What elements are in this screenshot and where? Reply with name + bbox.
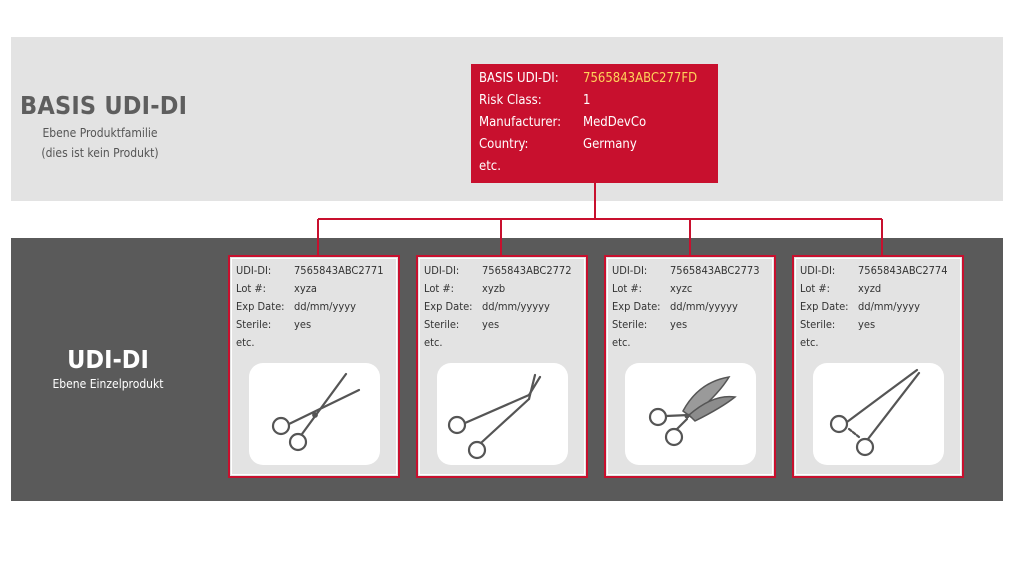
product-row-value: yes bbox=[670, 318, 688, 331]
product-row-value: 7565843ABC2771 bbox=[294, 264, 384, 277]
basis-level-title: BASIS UDI-DI bbox=[20, 91, 188, 120]
basis-row-value: 7565843ABC277FD bbox=[583, 71, 698, 86]
product-row-value: dd/mm/yyyy bbox=[858, 300, 920, 313]
product-image-frame bbox=[437, 363, 568, 465]
product-row bbox=[800, 317, 948, 335]
product-row bbox=[800, 281, 948, 299]
product-row-value: yes bbox=[294, 318, 312, 331]
product-row-key: Lot #: bbox=[424, 282, 455, 295]
product-row-value: 7565843ABC2772 bbox=[482, 264, 572, 277]
hemostat-forceps-icon bbox=[813, 363, 944, 465]
product-row-key: UDI-DI: bbox=[424, 264, 460, 277]
product-row-value: yes bbox=[858, 318, 876, 331]
product-row bbox=[612, 335, 760, 353]
product-card-4 bbox=[792, 255, 964, 478]
product-row-value: xyza bbox=[294, 282, 317, 295]
product-row-key: Exp Date: bbox=[424, 300, 473, 313]
angled-scissors-icon bbox=[437, 363, 568, 465]
udi-level-title: UDI-DI bbox=[67, 345, 149, 374]
basis-row-key: Country: bbox=[479, 137, 529, 152]
product-row-key: Lot #: bbox=[800, 282, 831, 295]
product-row-key: etc. bbox=[800, 336, 819, 349]
product-row bbox=[236, 335, 384, 353]
product-row-value: xyzb bbox=[482, 282, 506, 295]
basis-row bbox=[479, 158, 718, 180]
scissors-icon bbox=[249, 363, 380, 465]
product-row bbox=[236, 281, 384, 299]
product-row-value: dd/mm/yyyyy bbox=[482, 300, 550, 313]
product-fields bbox=[800, 263, 948, 353]
product-row bbox=[424, 335, 572, 353]
product-row-value: 7565843ABC2774 bbox=[858, 264, 948, 277]
product-row-value: xyzc bbox=[670, 282, 693, 295]
product-row-key: UDI-DI: bbox=[236, 264, 272, 277]
product-row bbox=[800, 263, 948, 281]
product-row-value: xyzd bbox=[858, 282, 882, 295]
basis-row bbox=[479, 114, 718, 136]
product-row-key: Sterile: bbox=[800, 318, 836, 331]
product-row-key: Sterile: bbox=[424, 318, 460, 331]
product-row-key: Exp Date: bbox=[236, 300, 285, 313]
product-row-key: Lot #: bbox=[236, 282, 267, 295]
udi-level-subtitle: Ebene Einzelprodukt bbox=[52, 377, 164, 391]
product-row bbox=[612, 281, 760, 299]
product-row-key: Exp Date: bbox=[800, 300, 849, 313]
product-row-key: etc. bbox=[236, 336, 255, 349]
product-row bbox=[800, 335, 948, 353]
bandage-scissors-icon bbox=[625, 363, 756, 465]
basis-row-key: Manufacturer: bbox=[479, 115, 562, 130]
product-row bbox=[612, 263, 760, 281]
basis-udi-di-box bbox=[471, 64, 718, 183]
product-row-value: dd/mm/yyyyy bbox=[670, 300, 738, 313]
product-card-1 bbox=[228, 255, 400, 478]
basis-row-value: MedDevCo bbox=[583, 115, 647, 130]
product-fields bbox=[424, 263, 572, 353]
product-row bbox=[424, 281, 572, 299]
product-row bbox=[424, 317, 572, 335]
product-image-frame bbox=[249, 363, 380, 465]
product-row-key: Sterile: bbox=[612, 318, 648, 331]
product-fields bbox=[236, 263, 384, 353]
basis-row-key: etc. bbox=[479, 159, 501, 174]
product-row bbox=[612, 317, 760, 335]
product-row-key: Exp Date: bbox=[612, 300, 661, 313]
product-row bbox=[424, 299, 572, 317]
product-row-value: 7565843ABC2773 bbox=[670, 264, 760, 277]
product-row-key: Sterile: bbox=[236, 318, 272, 331]
product-row-value: yes bbox=[482, 318, 500, 331]
product-card-2 bbox=[416, 255, 588, 478]
product-row-key: UDI-DI: bbox=[612, 264, 648, 277]
product-fields bbox=[612, 263, 760, 353]
product-row bbox=[612, 299, 760, 317]
basis-row bbox=[479, 136, 718, 158]
product-row bbox=[236, 317, 384, 335]
product-card-3 bbox=[604, 255, 776, 478]
product-row bbox=[236, 263, 384, 281]
product-row-key: UDI-DI: bbox=[800, 264, 836, 277]
basis-row bbox=[479, 70, 718, 92]
basis-row-value: Germany bbox=[583, 137, 637, 152]
basis-row-key: Risk Class: bbox=[479, 93, 542, 108]
basis-row bbox=[479, 92, 718, 114]
basis-subtitle-line1: Ebene Produktfamilie bbox=[42, 126, 158, 140]
product-row bbox=[424, 263, 572, 281]
basis-subtitle-line2: (dies ist kein Produkt) bbox=[41, 146, 159, 160]
product-image-frame bbox=[625, 363, 756, 465]
basis-row-value: 1 bbox=[583, 93, 591, 108]
product-row bbox=[236, 299, 384, 317]
product-row-value: dd/mm/yyyy bbox=[294, 300, 356, 313]
product-row-key: etc. bbox=[612, 336, 631, 349]
product-row-key: Lot #: bbox=[612, 282, 643, 295]
basis-row-key: BASIS UDI-DI: bbox=[479, 71, 559, 86]
product-row bbox=[800, 299, 948, 317]
product-image-frame bbox=[813, 363, 944, 465]
product-row-key: etc. bbox=[424, 336, 443, 349]
